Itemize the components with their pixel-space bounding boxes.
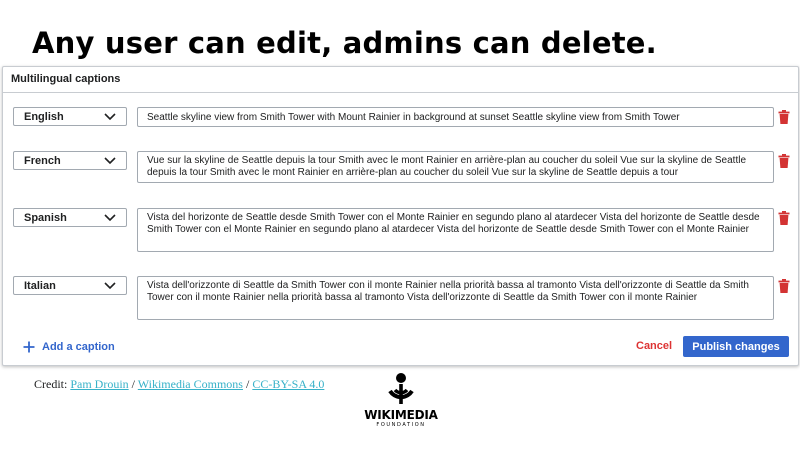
language-select-italian[interactable] <box>13 276 127 295</box>
plus-icon <box>23 341 35 353</box>
caption-input-french[interactable]: Vue sur la skyline de Seattle depuis la tour Smith avec le mont Rainier en arrière-plan au coucher du soleil Vue sur la skyline de Seattle depuis la tour Smith avec le mont Rainier en arrière-plan au coucher du soleil Vue sur la skyline de Seattle depuis a tour <box>137 151 774 183</box>
wikimedia-logo-icon <box>385 372 417 406</box>
wikimedia-foundation-logo <box>364 372 438 430</box>
caption-input-spanish[interactable]: Vista del horizonte de Seattle desde Smith Tower con el Monte Rainier en segundo plano al atardecer Vista del horizonte de Seattle desde Smith Tower con el Monte Rainier en segundo plano al atardecer Vista del horizonte de Seattle desde Smith Tower con el Monte Rainier <box>137 208 774 252</box>
trash-icon[interactable] <box>778 211 790 225</box>
panel-title: Multilingual captions <box>11 73 121 85</box>
language-label: Italian <box>24 280 56 292</box>
language-select-spanish[interactable] <box>13 208 127 227</box>
add-caption-label: Add a caption <box>42 341 115 353</box>
cancel-button[interactable]: Cancel <box>636 340 673 352</box>
language-select-french[interactable] <box>13 151 127 170</box>
license-link[interactable]: CC-BY-SA 4.0 <box>252 377 325 391</box>
trash-icon[interactable] <box>778 154 790 168</box>
logo-subtitle: FOUNDATION <box>376 422 426 428</box>
slide-title: Any user can edit, admins can delete. <box>32 26 657 60</box>
source-link[interactable]: Wikimedia Commons <box>137 377 243 391</box>
chevron-down-icon <box>104 213 116 222</box>
image-credit <box>34 377 324 392</box>
add-caption-button[interactable] <box>23 340 115 354</box>
trash-icon[interactable] <box>778 279 790 293</box>
language-select-english[interactable] <box>13 107 127 126</box>
language-label: English <box>24 111 64 123</box>
panel-header <box>3 67 798 93</box>
author-link[interactable]: Pam Drouin <box>70 377 129 391</box>
logo-wordmark: WIKIMEDIA <box>364 408 438 422</box>
caption-input-english[interactable]: Seattle skyline view from Smith Tower with Mount Rainier in background at sunset Seattle skyline view from Smith Tower <box>137 107 774 127</box>
chevron-down-icon <box>104 156 116 165</box>
chevron-down-icon <box>104 281 116 290</box>
language-label: French <box>24 155 61 167</box>
language-label: Spanish <box>24 212 67 224</box>
credit-separator: / <box>242 377 253 391</box>
credit-separator: / <box>128 377 138 391</box>
credit-prefix: Credit: <box>34 377 71 391</box>
multilingual-captions-panel <box>2 66 799 366</box>
caption-input-italian[interactable]: Vista dell'orizzonte di Seattle da Smith Tower con il monte Rainier nella priorità bassa al tramonto Vista dell'orizzonte di Seattle da Smith Tower con il monte Rainier nella priorità bassa al tramonto Vista dell'orizzonte di Seattle da Smith Tower con il monte Rainier <box>137 276 774 320</box>
publish-changes-button[interactable]: Publish changes <box>683 336 789 357</box>
chevron-down-icon <box>104 112 116 121</box>
trash-icon[interactable] <box>778 110 790 124</box>
